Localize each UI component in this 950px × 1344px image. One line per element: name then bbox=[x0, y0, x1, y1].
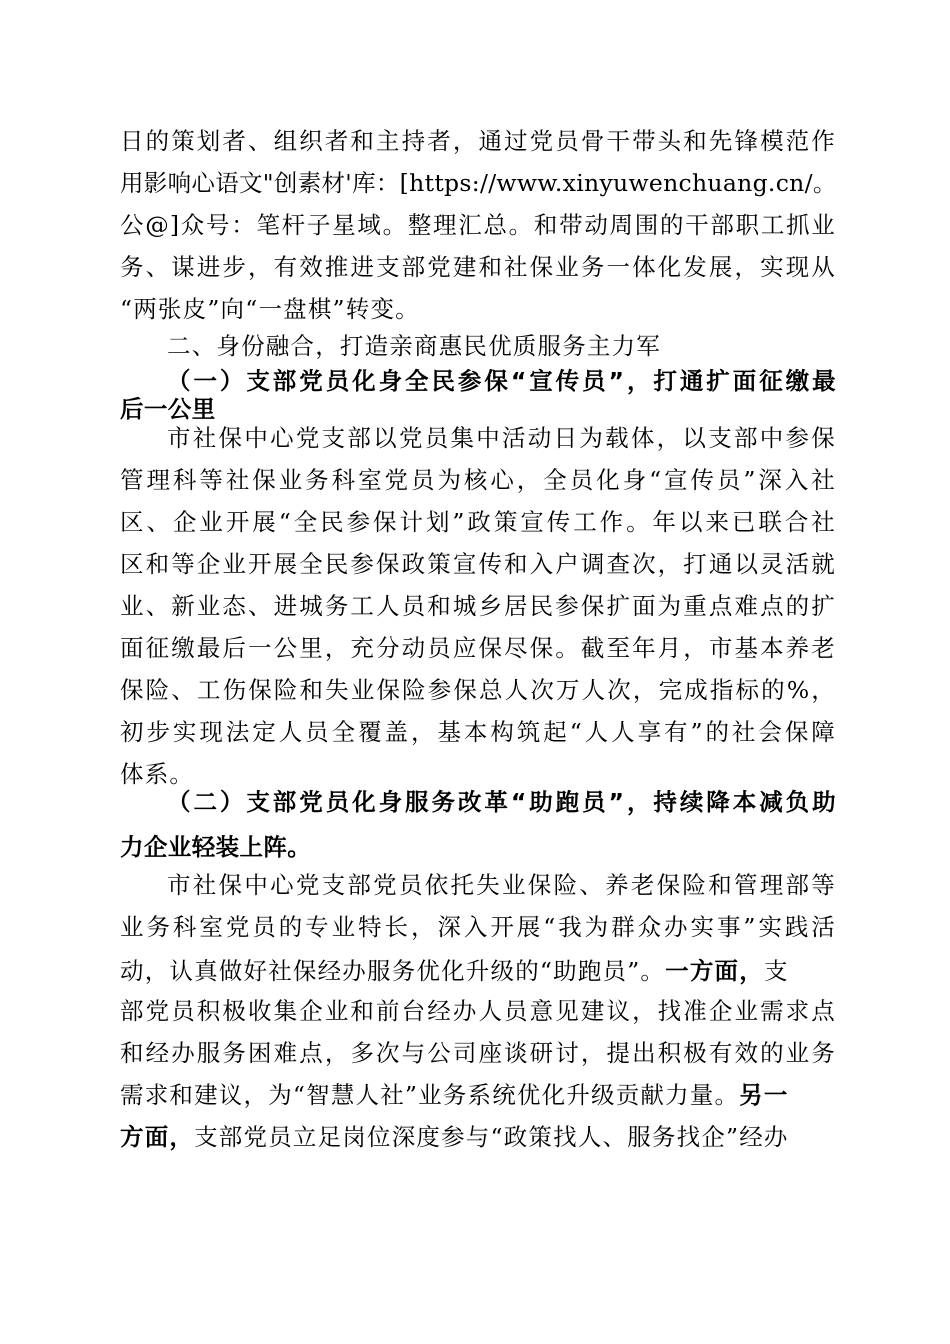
text-line: 市社保中心党支部党员依托失业保险、养老保险和管理部等 bbox=[167, 871, 836, 899]
emphasis-run: 另一 bbox=[739, 1081, 789, 1109]
text-line: 日的策划者、组织者和主持者，通过党员骨干带头和先锋模范作 bbox=[120, 127, 836, 155]
text-run: 需求和建议，为“智慧人社”业务系统优化升级贡献力量。 bbox=[120, 1081, 740, 1109]
text-line: 面征缴最后一公里，充分动员应保尽保。截至年月，市基本养老 bbox=[120, 634, 836, 662]
text-line: 初步实现法定人员全覆盖，基本构筑起“人人享有”的社会保障 bbox=[120, 718, 836, 746]
text-line: 区、企业开展“全民参保计划”政策宣传工作。年以来已联合社 bbox=[120, 508, 836, 536]
text-line-mixed bbox=[120, 1080, 836, 1111]
text-run: 支部党员立足岗位深度参与“政策找人、服务找企”经办 bbox=[194, 1123, 789, 1151]
subheading-line: （二）支部党员化身服务改革“助跑员”，持续降本减负助 bbox=[167, 788, 836, 816]
subheading-line: 后一公里 bbox=[120, 395, 216, 423]
text-run: 动，认真做好社保经办服务优化升级的“助跑员”。 bbox=[120, 957, 666, 985]
text-line: 用影响心语文"创素材'库：[https://www.xinyuwenchuang.cn/。 bbox=[120, 169, 837, 197]
text-line: 市社保中心党支部以党员集中活动日为载体，以支部中参保 bbox=[167, 424, 836, 452]
text-run: 支 bbox=[763, 957, 789, 985]
text-line: 业、新业态、进城务工人员和城乡居民参保扩面为重点难点的扩 bbox=[120, 592, 836, 620]
text-line: 区和等企业开展全民参保政策宣传和入户调查次，打通以灵活就 bbox=[120, 550, 836, 578]
subheading-line: （一）支部党员化身全民参保“宣传员”，打通扩面征缴最 bbox=[167, 367, 836, 395]
text-line: 体系。 bbox=[120, 760, 195, 788]
emphasis-run: 一方面， bbox=[665, 957, 764, 985]
text-line-mixed bbox=[120, 1122, 836, 1153]
subheading-line: 力企业轻装上阵。 bbox=[120, 833, 312, 861]
text-line: 业务科室党员的专业特长，深入开展“我为群众办实事”实践活 bbox=[120, 913, 836, 941]
text-line: 部党员积极收集企业和前台经办人员意见建议，找准企业需求点 bbox=[120, 997, 836, 1025]
emphasis-run: 方面， bbox=[120, 1123, 195, 1151]
text-line: 公@]众号：笔杆子星域。整理汇总。和带动周围的干部职工抓业 bbox=[120, 211, 836, 239]
text-line: “两张皮”向“一盘棋”转变。 bbox=[120, 295, 420, 323]
text-line: 管理科等社保业务科室党员为核心，全员化身“宣传员”深入社 bbox=[120, 466, 836, 494]
text-line: 和经办服务困难点，多次与公司座谈研讨，提出积极有效的业务 bbox=[120, 1039, 836, 1067]
section-heading: 二、身份融合，打造亲商惠民优质服务主力军 bbox=[167, 332, 661, 360]
text-line: 保险、工伤保险和失业保险参保总人次万人次，完成指标的%， bbox=[120, 676, 836, 704]
text-line: 务、谋进步，有效推进支部党建和社保业务一体化发展，实现从 bbox=[120, 253, 836, 281]
text-line-mixed bbox=[120, 956, 836, 987]
